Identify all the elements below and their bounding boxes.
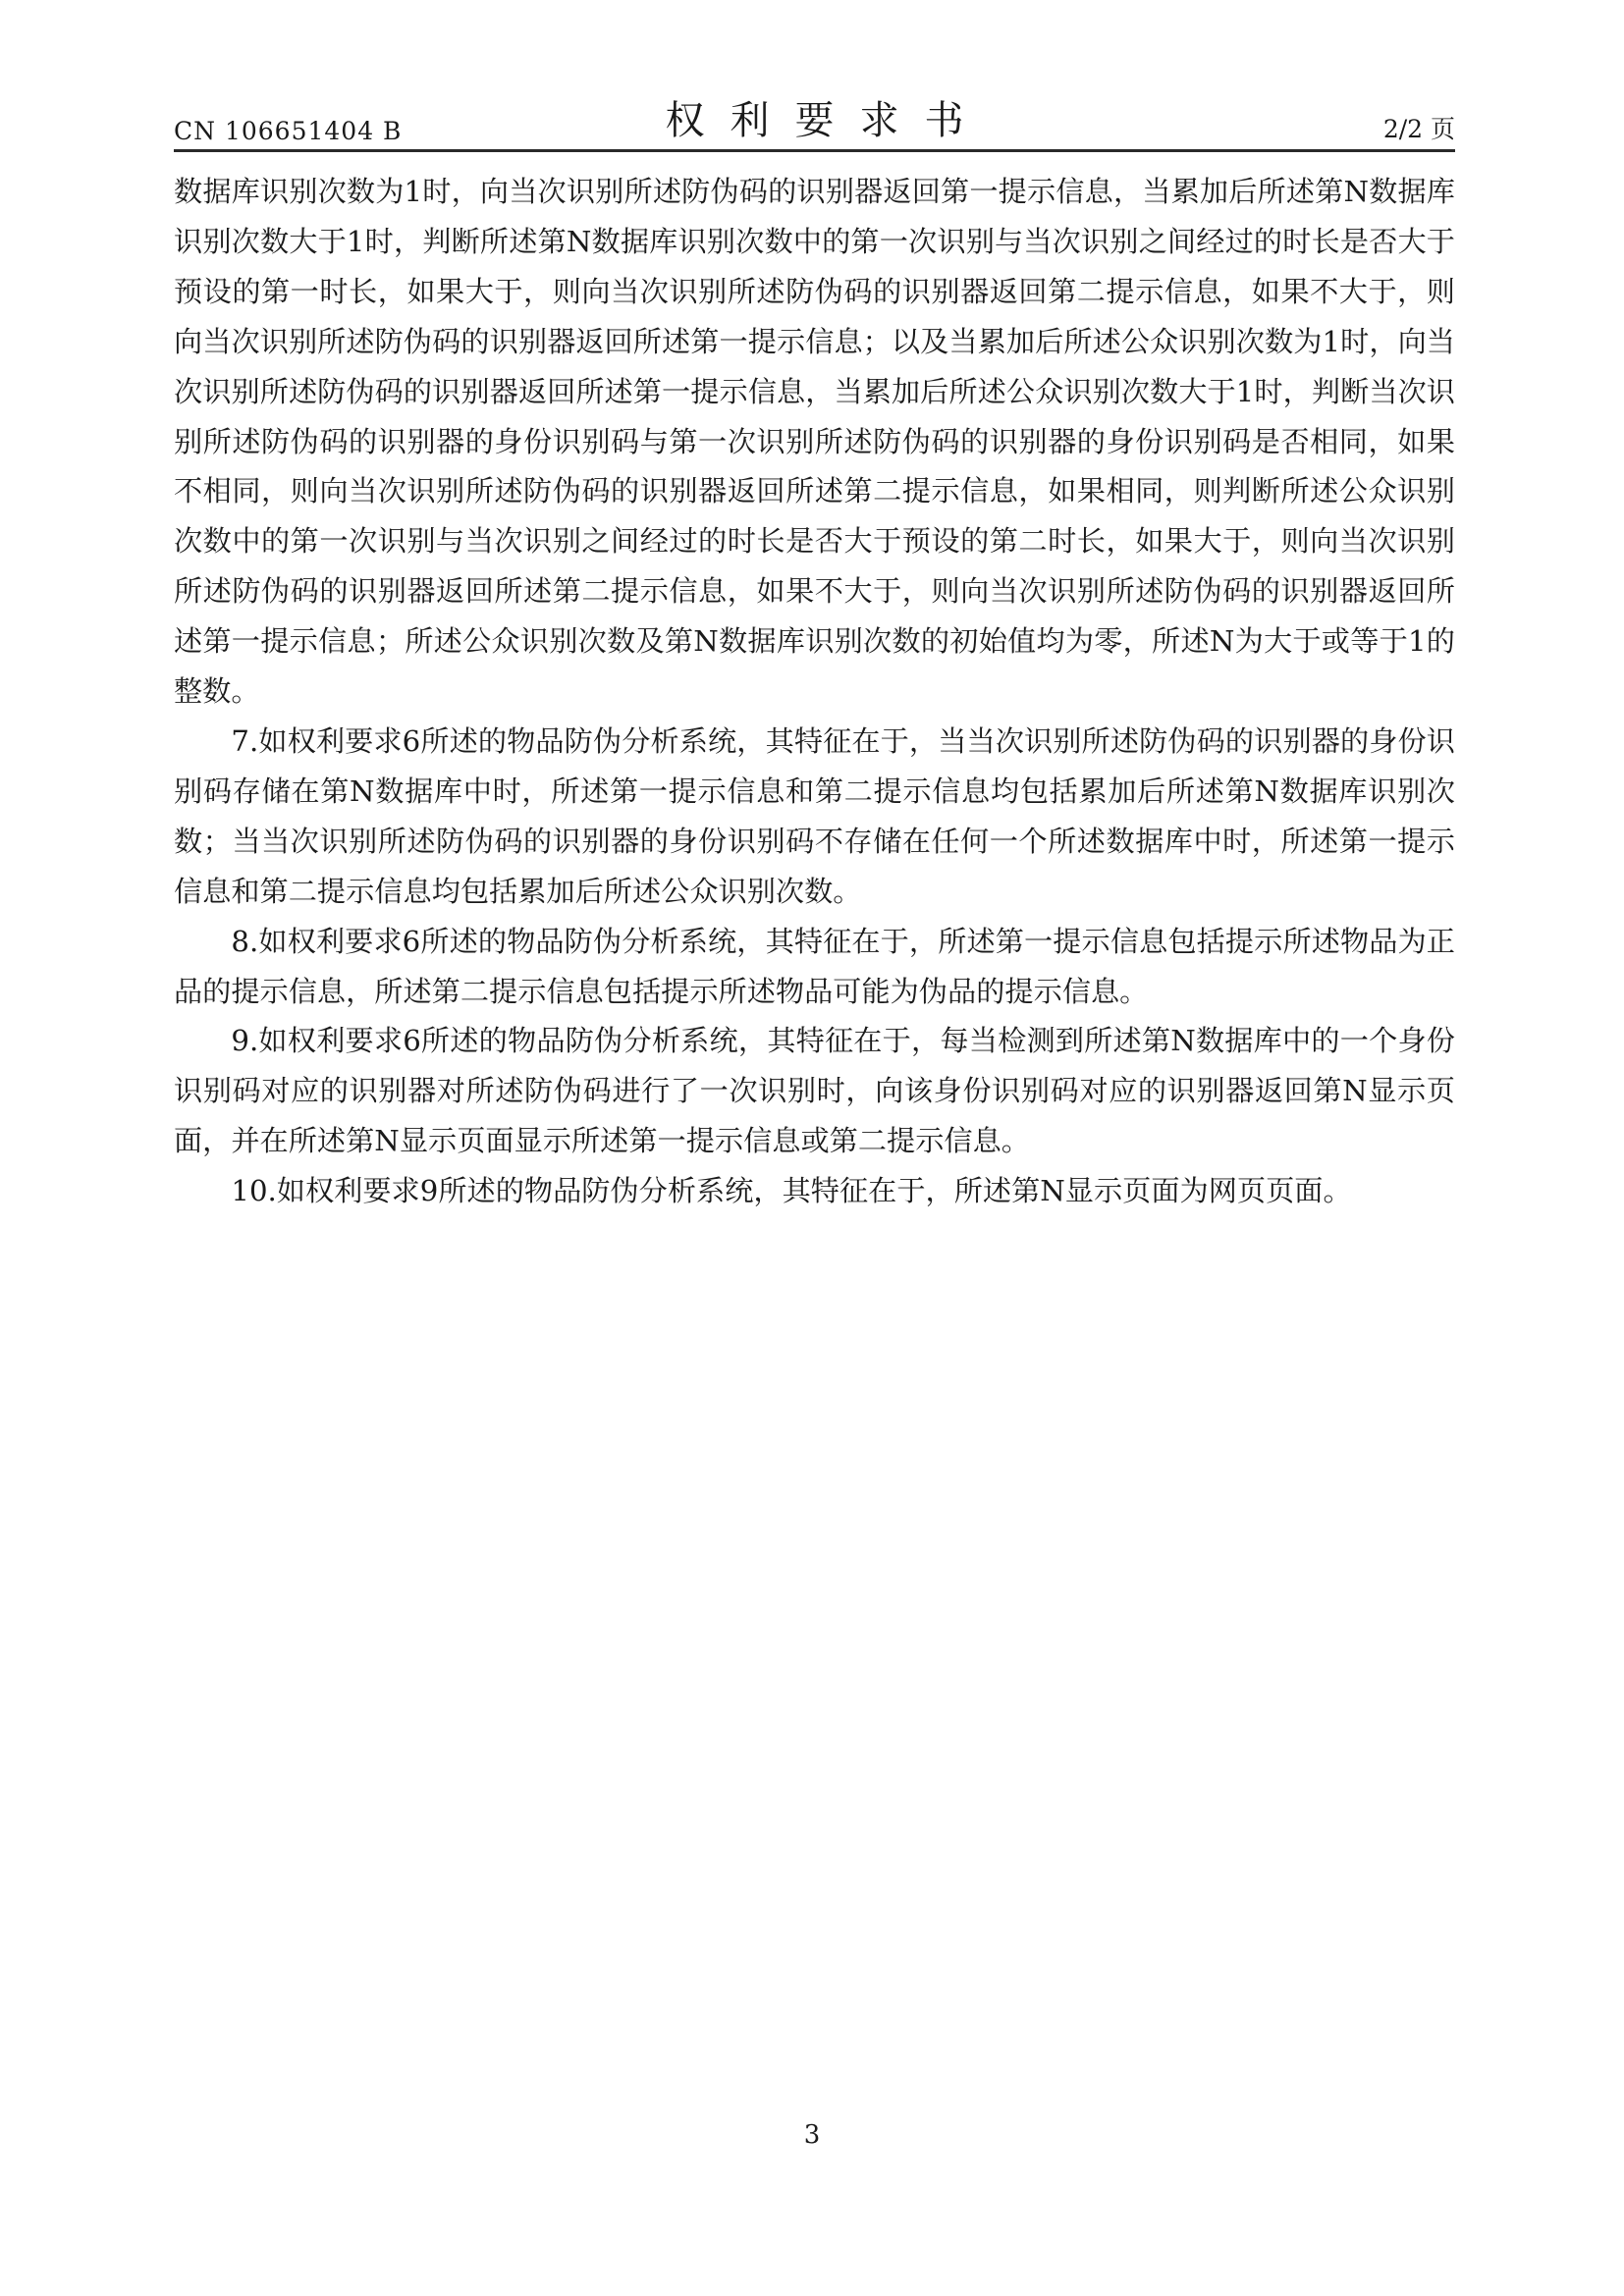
- publication-number: CN 106651404 B: [174, 117, 403, 145]
- claims-body: [174, 167, 1455, 1216]
- page-count: 2/2 页: [1382, 115, 1455, 143]
- claim-7-paragraph: 7.如权利要求6所述的物品防伪分析系统，其特征在于，当当次识别所述防伪码的识别器的身份识别码存储在第N数据库中时，所述第一提示信息和第二提示信息均包括累加后所述第N数据库识别次数；当当次识别所述防伪码的识别器的身份识别码不存储在任何一个所述数据库中时，所述第一提示信息和第二提示信息均包括累加后所述公众识别次数。: [174, 723, 1455, 908]
- page-header: [174, 98, 1455, 152]
- claim-10-paragraph: 10.如权利要求9所述的物品防伪分析系统，其特征在于，所述第N显示页面为网页页面。: [231, 1174, 1352, 1208]
- claim-9-paragraph: 9.如权利要求6所述的物品防伪分析系统，其特征在于，每当检测到所述第N数据库中的一个身份识别码对应的识别器对所述防伪码进行了一次识别时，向该身份识别码对应的识别器返回第N显示页面，并在所述第N显示页面显示所述第一提示信息或第二提示信息。: [174, 1024, 1455, 1158]
- page-number: 3: [803, 2120, 821, 2150]
- document-title: 权利要求书: [665, 98, 990, 143]
- claim-8-paragraph: 8.如权利要求6所述的物品防伪分析系统，其特征在于，所述第一提示信息包括提示所述物品为正品的提示信息，所述第二提示信息包括提示所述物品可能为伪品的提示信息。: [174, 924, 1455, 1008]
- claim-continuation-paragraph: 数据库识别次数为1时，向当次识别所述防伪码的识别器返回第一提示信息，当累加后所述第N数据库识别次数大于1时，判断所述第N数据库识别次数中的第一次识别与当次识别之间经过的时长是否大于预设的第一时长，如果大于，则向当次识别所述防伪码的识别器返回第二提示信息，如果不大于，则向当次识别所述防伪码的识别器返回所述第一提示信息；以及当累加后所述公众识别次数为1时，向当次识别所述防伪码的识别器返回所述第一提示信息，当累加后所述公众识别次数大于1时，判断当次识别所述防伪码的识别器的身份识别码与第一次识别所述防伪码的识别器的身份识别码是否相同，如果不相同，则向当次识别所述防伪码的识别器返回所述第二提示信息，如果相同，则判断所述公众识别次数中的第一次识别与当次识别之间经过的时长是否大于预设的第二时长，如果大于，则向当次识别所述防伪码的识别器返回所述第二提示信息，如果不大于，则向当次识别所述防伪码的识别器返回所述第一提示信息；所述公众识别次数及第N数据库识别次数的初始值均为零，所述N为大于或等于1的整数。: [174, 175, 1455, 709]
